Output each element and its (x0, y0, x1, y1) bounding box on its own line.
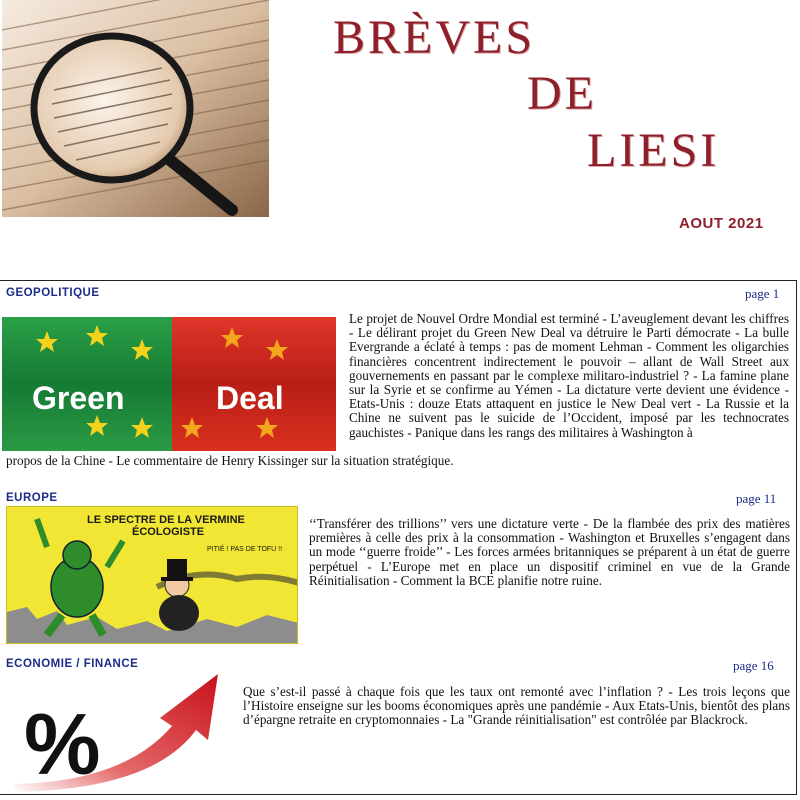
green-label: Green (32, 380, 125, 416)
economie-finance-summary: Que s’est-il passé à chaque fois que les taux ont remonté avec l’inflation ? - Les trois leçons que l’Histoire enseigne sur les booms économiques après une pandémie - Aux Etats-Unis, bientôt des plans d’épargne retraite en cryptomonnaies - La "Grande réinitialisation" est contrôlée par Blackrock. (243, 684, 790, 728)
cartoon-caption-line2: ÉCOLOGISTE (132, 526, 205, 538)
percent-sign: % (24, 697, 101, 793)
page-ref-economie-finance[interactable]: page 16 (733, 658, 774, 673)
deal-label: Deal (216, 380, 284, 416)
issue-date: AOUT 2021 (679, 215, 764, 232)
geopolitique-summary: Le projet de Nouvel Ordre Mondial est terminé - L’aveuglement devant les chiffres - Le délirant projet du Green New Deal va détruire le Parti démocrate - La bulle Evergrande a éclaté à temps : pas de moment Lehman - Comment les oligarchies financières concentrent indirectement le pouvoir – allant de Wall Street aux gouvernements en passant par le complexe militaro-industriel ? - La famine plane sur la Syrie et se confirme au Yémen - La dictature verte devient une évidence - Etats-Unis : douze Etats attaquent en justice le New Deal vert - La Russie et la Chine ne suivent pas le suicide de l’Occident, imposé par les technocrates gauchistes - Panique dans les rangs des militaires à Washington à (349, 311, 789, 440)
contents-box (0, 280, 797, 795)
title-line-3: LIESI (587, 124, 720, 177)
section-title-geopolitique[interactable]: GEOPOLITIQUE (6, 287, 100, 299)
europe-summary: ‘‘Transférer des trillions’’ vers une dictature verte - De la flambée des prix des matières premières à celle des prix à la consommation - Washington et Bruxelles s’engagent dans un mode ‘‘guerre froide’’ - Les forces armées britanniques se préparent à un état de guerre perpétuel - L’Europe met en place un dispositif criminel en vue de la Grande Réinitialisation - Comment la BCE planifie notre ruine. (309, 516, 790, 588)
page-ref-europe[interactable]: page 11 (736, 491, 777, 506)
ecologist-cartoon-image (6, 506, 298, 644)
geopolitique-summary-tail: propos de la Chine - Le commentaire de Henry Kissinger sur la situation stratégique. (6, 453, 454, 468)
magnifying-glass-photo (2, 0, 269, 217)
section-title-europe[interactable]: EUROPE (6, 492, 58, 504)
section-title-economie-finance[interactable]: ECONOMIE / FINANCE (6, 658, 139, 670)
page-ref-geopolitique[interactable]: page 1 (745, 286, 780, 301)
title-line-2: DE (527, 67, 597, 120)
percent-rising-arrow-image (4, 666, 244, 794)
green-deal-flag-image (2, 317, 336, 451)
title-line-1: BRÈVES (333, 11, 536, 64)
cartoon-caption-line1: LE SPECTRE DE LA VERMINE (87, 514, 245, 526)
cartoon-bubble: PITIÉ ! PAS DE TOFU !! (207, 546, 283, 553)
